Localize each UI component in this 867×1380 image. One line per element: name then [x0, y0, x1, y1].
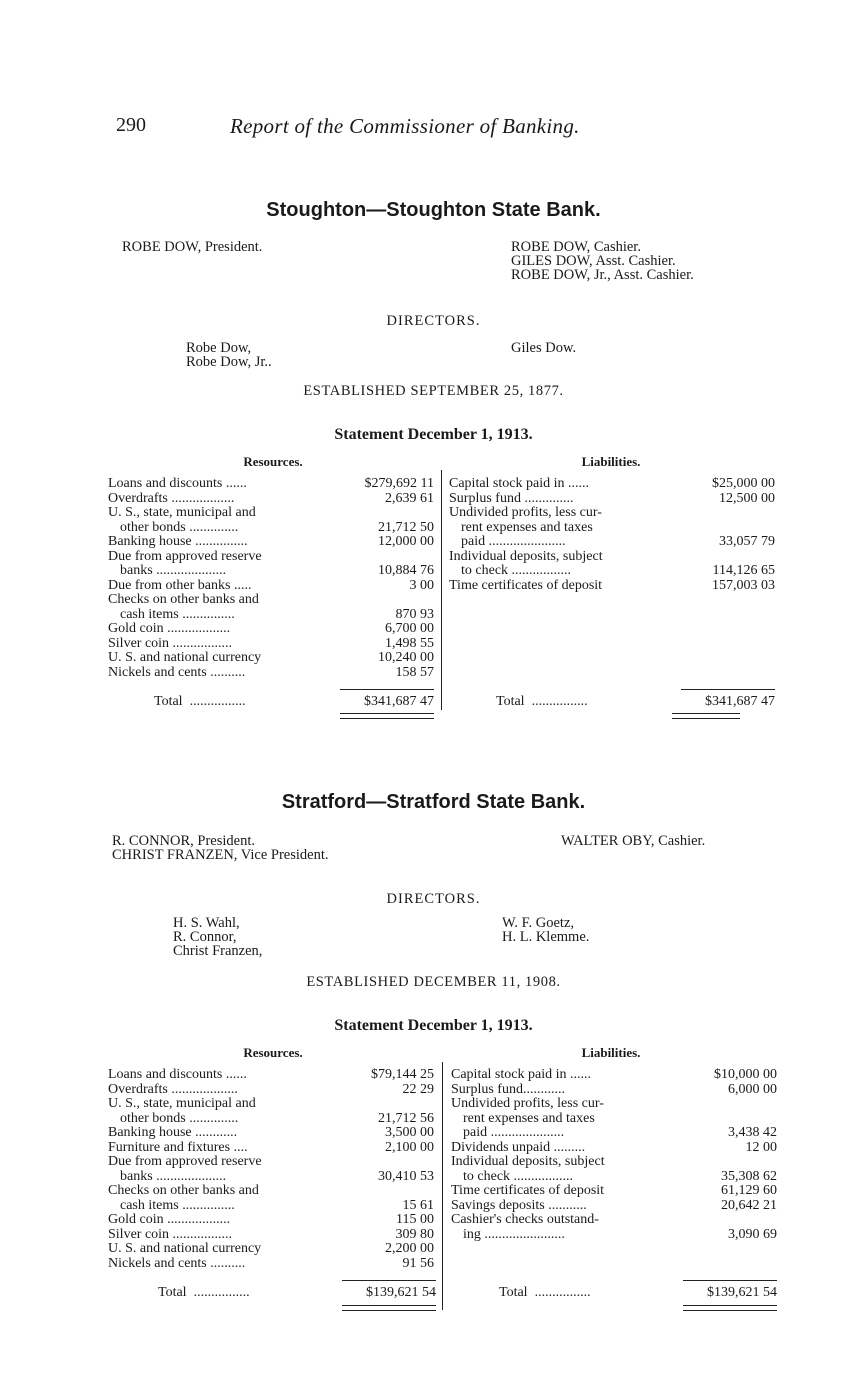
- row-label: Nickels and cents ..........: [108, 1256, 246, 1271]
- row-label: Savings deposits ...........: [451, 1198, 587, 1213]
- column-divider: [441, 470, 442, 710]
- row-label: Gold coin ..................: [108, 622, 231, 636]
- row-amount: 1,498 55: [385, 635, 434, 651]
- row-label: banks ....................: [120, 564, 227, 578]
- officer-line: ROBE DOW, Cashier.: [511, 239, 641, 255]
- row-label: Furniture and fixtures ....: [108, 1140, 248, 1155]
- row-amount: 114,126 65: [712, 563, 775, 578]
- resource-row: [108, 521, 434, 536]
- row-amount: 3,500 00: [385, 1125, 434, 1140]
- row-label: Time certificates of deposit: [451, 1184, 605, 1198]
- row-label: banks ....................: [120, 1169, 227, 1184]
- liabilities-heading: Liabilities.: [581, 454, 641, 469]
- resource-row: [108, 622, 434, 637]
- liabilities-list: [451, 1068, 777, 1242]
- resources-double-rule: [340, 713, 434, 719]
- liability-row: [451, 1083, 777, 1098]
- liability-row: [451, 1068, 777, 1083]
- director-name: Christ Franzen,: [173, 943, 263, 959]
- bank-title: Stratford—Stratford State Bank.: [281, 791, 586, 813]
- row-label: Loans and discounts ......: [108, 477, 247, 491]
- liabilities-total-rule: [683, 1280, 777, 1281]
- liability-row: [451, 1126, 777, 1141]
- resource-row: [108, 1126, 434, 1141]
- row-amount: $10,000 00: [714, 1067, 777, 1082]
- liability-row: [451, 1170, 777, 1185]
- liabilities-total: $341,687 47: [705, 694, 775, 709]
- resource-row: [108, 608, 434, 623]
- row-label: Individual deposits, subject: [449, 549, 603, 564]
- row-amount: 6,700 00: [385, 621, 434, 636]
- row-label: Gold coin ..................: [108, 1213, 231, 1227]
- statement-title: Statement December 1, 1913.: [334, 426, 533, 443]
- row-label: cash items ...............: [120, 607, 235, 622]
- row-label: Checks on other banks and: [108, 1184, 259, 1198]
- row-amount: 30,410 53: [378, 1168, 434, 1184]
- resource-row: [108, 1155, 434, 1170]
- liabilities-total: $139,621 54: [707, 1285, 777, 1300]
- director-name: Robe Dow, Jr..: [186, 354, 272, 370]
- row-amount: 6,000 00: [728, 1081, 777, 1097]
- resources-heading: Resources.: [243, 454, 303, 469]
- row-amount: 870 93: [395, 606, 434, 622]
- row-label: cash items ...............: [120, 1198, 235, 1213]
- officer-line: ROBE DOW, President.: [122, 239, 263, 255]
- resource-row: [108, 1141, 434, 1156]
- row-amount: 12 00: [745, 1139, 777, 1155]
- liabilities-double-rule: [672, 713, 740, 719]
- liability-row: [449, 477, 775, 492]
- resource-row: [108, 651, 434, 666]
- resource-row: [108, 1068, 434, 1083]
- row-amount: 61,129 60: [721, 1183, 777, 1198]
- director-name: H. S. Wahl,: [173, 915, 240, 931]
- resources-total-label: Total ................: [154, 694, 246, 709]
- liability-row: [449, 521, 775, 536]
- directors-left: [186, 341, 272, 369]
- officers-left: [112, 834, 329, 862]
- liability-row: [451, 1184, 777, 1199]
- row-label: other bonds ..............: [120, 1111, 239, 1126]
- established-date: ESTABLISHED DECEMBER 11, 1908.: [306, 974, 561, 990]
- row-label: Banking house ............: [108, 1126, 238, 1140]
- resource-row: [108, 637, 434, 652]
- page-number: 290: [116, 114, 146, 136]
- row-label: Surplus fund............: [451, 1082, 565, 1097]
- directors-right: [511, 341, 576, 355]
- row-label: Cashier's checks outstand-: [451, 1213, 599, 1227]
- liabilities-total-label: Total ................: [499, 1285, 591, 1300]
- row-label: Time certificates of deposit: [449, 578, 603, 593]
- row-label: U. S. and national currency: [108, 651, 262, 665]
- officer-line: ROBE DOW, Jr., Asst. Cashier.: [511, 267, 694, 283]
- row-label: Undivided profits, less cur-: [451, 1097, 604, 1111]
- resources-double-rule: [342, 1305, 436, 1311]
- directors-right: [502, 916, 589, 944]
- row-label: to check .................: [461, 564, 572, 578]
- resource-row: [108, 550, 434, 565]
- row-label: U. S., state, municipal and: [108, 1097, 256, 1111]
- resources-total: $139,621 54: [366, 1285, 436, 1300]
- liabilities-total-label: Total ................: [496, 694, 588, 709]
- row-amount: 2,639 61: [385, 490, 434, 506]
- liability-row: [451, 1199, 777, 1214]
- resource-row: [108, 477, 434, 492]
- row-label: Checks on other banks and: [108, 593, 259, 607]
- row-amount: 3 00: [409, 577, 434, 593]
- row-amount: 35,308 62: [721, 1168, 777, 1184]
- resource-row: [108, 666, 434, 681]
- row-label: Loans and discounts ......: [108, 1068, 247, 1082]
- row-label: Due from approved reserve: [108, 549, 262, 564]
- resources-total-rule: [340, 689, 434, 690]
- officers-right: [511, 240, 694, 282]
- established-date: ESTABLISHED SEPTEMBER 25, 1877.: [303, 383, 564, 399]
- row-amount: 22 29: [402, 1081, 434, 1097]
- row-amount: 2,100 00: [385, 1139, 434, 1155]
- running-title: Report of the Commissioner of Banking.: [230, 114, 580, 138]
- directors-heading: DIRECTORS.: [386, 313, 481, 329]
- liability-row: [449, 506, 775, 521]
- liability-row: [451, 1141, 777, 1156]
- row-label: U. S. and national currency: [108, 1242, 262, 1256]
- director-name: Robe Dow,: [186, 340, 252, 356]
- row-amount: 309 80: [395, 1226, 434, 1242]
- resource-row: [108, 1257, 434, 1272]
- row-amount: 21,712 56: [378, 1110, 434, 1126]
- bank-title: Stoughton—Stoughton State Bank.: [266, 199, 601, 221]
- row-amount: 115 00: [396, 1212, 434, 1227]
- row-amount: 15 61: [402, 1197, 434, 1213]
- row-label: Capital stock paid in ......: [451, 1068, 591, 1082]
- resource-row: [108, 1112, 434, 1127]
- directors-heading: DIRECTORS.: [386, 891, 481, 907]
- row-amount: 3,438 42: [728, 1125, 777, 1140]
- row-label: Overdrafts ...................: [108, 1082, 238, 1097]
- row-label: Undivided profits, less cur-: [449, 506, 602, 520]
- resources-total-label: Total ................: [158, 1285, 250, 1300]
- liability-row: [451, 1112, 777, 1127]
- row-label: Silver coin .................: [108, 1227, 233, 1242]
- resource-row: [108, 1170, 434, 1185]
- resource-row: [108, 535, 434, 550]
- row-label: Due from approved reserve: [108, 1155, 262, 1169]
- liabilities-double-rule: [683, 1305, 777, 1311]
- resource-row: [108, 564, 434, 579]
- resource-row: [108, 1199, 434, 1214]
- resources-total: $341,687 47: [364, 694, 434, 709]
- liabilities-list: [449, 477, 775, 593]
- row-amount: 2,200 00: [385, 1241, 434, 1256]
- row-label: Banking house ...............: [108, 535, 248, 549]
- resource-row: [108, 579, 434, 594]
- directors-left: [173, 916, 262, 958]
- liability-row: [451, 1213, 777, 1228]
- row-amount: 158 57: [395, 664, 434, 680]
- row-label: Individual deposits, subject: [451, 1155, 605, 1169]
- column-divider: [442, 1062, 443, 1310]
- liability-row: [451, 1155, 777, 1170]
- row-amount: 33,057 79: [719, 534, 775, 549]
- row-amount: 157,003 03: [712, 577, 775, 593]
- resources-list: [108, 477, 434, 680]
- resource-row: [108, 1083, 434, 1098]
- row-amount: 10,884 76: [378, 563, 434, 578]
- liabilities-heading: Liabilities.: [581, 1045, 641, 1060]
- resource-row: [108, 1228, 434, 1243]
- officers-right: [561, 834, 705, 848]
- resource-row: [108, 506, 434, 521]
- resource-row: [108, 492, 434, 507]
- row-label: Dividends unpaid .........: [451, 1140, 586, 1155]
- resource-row: [108, 593, 434, 608]
- row-label: other bonds ..............: [120, 520, 239, 535]
- liabilities-total-rule: [681, 689, 775, 690]
- row-amount: 21,712 50: [378, 519, 434, 535]
- director-name: H. L. Klemme.: [502, 929, 590, 945]
- row-amount: 12,000 00: [378, 534, 434, 549]
- row-label: rent expenses and taxes: [461, 520, 593, 535]
- liability-row: [451, 1228, 777, 1243]
- row-label: rent expenses and taxes: [463, 1111, 595, 1126]
- officer-line: R. CONNOR, President.: [112, 833, 255, 849]
- resource-row: [108, 1242, 434, 1257]
- row-label: Nickels and cents ..........: [108, 665, 246, 680]
- row-amount: 3,090 69: [728, 1226, 777, 1242]
- row-label: Due from other banks .....: [108, 578, 252, 593]
- liability-row: [449, 550, 775, 565]
- liability-row: [449, 579, 775, 594]
- resources-list: [108, 1068, 434, 1271]
- row-label: U. S., state, municipal and: [108, 506, 256, 520]
- row-label: paid .....................: [463, 1126, 565, 1140]
- liability-row: [451, 1097, 777, 1112]
- row-label: ing .......................: [463, 1227, 565, 1242]
- liability-row: [449, 535, 775, 550]
- director-name: W. F. Goetz,: [502, 915, 575, 931]
- row-amount: $79,144 25: [371, 1067, 434, 1082]
- liability-row: [449, 492, 775, 507]
- resources-total-rule: [342, 1280, 436, 1281]
- resource-row: [108, 1184, 434, 1199]
- row-label: to check .................: [463, 1169, 574, 1184]
- row-label: Capital stock paid in ......: [449, 477, 589, 491]
- row-amount: 10,240 00: [378, 650, 434, 665]
- liability-row: [449, 564, 775, 579]
- resource-row: [108, 1097, 434, 1112]
- director-name: R. Connor,: [173, 929, 237, 945]
- row-amount: $279,692 11: [364, 476, 434, 491]
- row-amount: 20,642 21: [721, 1197, 777, 1213]
- row-label: Silver coin .................: [108, 636, 233, 651]
- row-amount: $25,000 00: [712, 476, 775, 491]
- officers-left: [122, 240, 262, 254]
- row-label: Overdrafts ..................: [108, 491, 235, 506]
- officer-line: GILES DOW, Asst. Cashier.: [511, 253, 676, 269]
- row-amount: 12,500 00: [719, 490, 775, 506]
- officer-line: WALTER OBY, Cashier.: [561, 833, 706, 849]
- resource-row: [108, 1213, 434, 1228]
- statement-title: Statement December 1, 1913.: [334, 1017, 533, 1034]
- row-label: paid ......................: [461, 535, 566, 549]
- officer-line: CHRIST FRANZEN, Vice President.: [112, 847, 329, 863]
- resources-heading: Resources.: [243, 1045, 303, 1060]
- director-name: Giles Dow.: [511, 340, 577, 356]
- row-label: Surplus fund ..............: [449, 491, 574, 506]
- row-amount: 91 56: [402, 1255, 434, 1271]
